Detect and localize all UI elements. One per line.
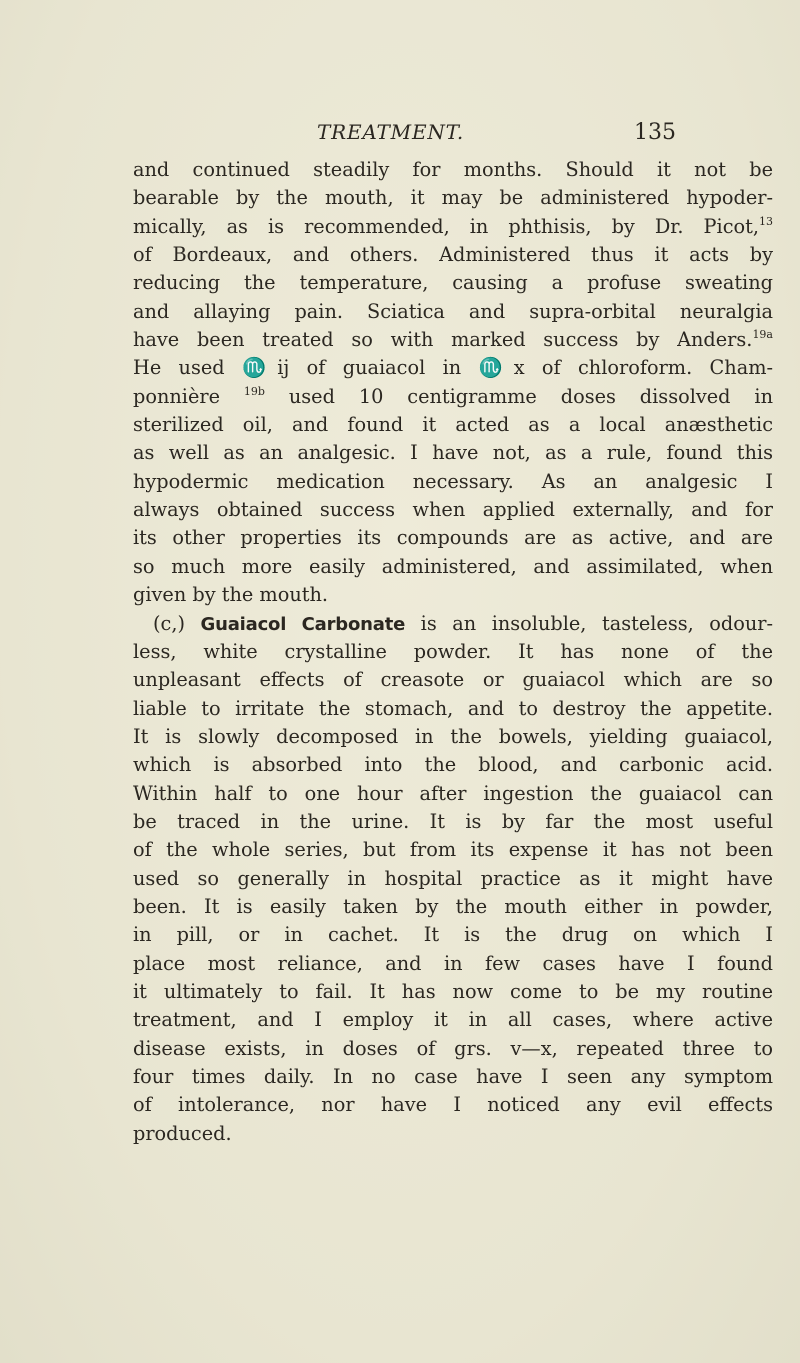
text-segment: He used [133, 356, 242, 380]
text-segment: of intolerance, nor have I noticed any evil effects [133, 1093, 773, 1117]
text-segment: be traced in the urine. It is by far the most useful [133, 809, 773, 833]
section-marker: (c,) [153, 611, 201, 635]
text-segment: bearable by the mouth, it may be administered hypoder- [133, 186, 773, 210]
text-segment: sterilized oil, and found it acted as a local anæsthetic [133, 413, 773, 437]
text-line [133, 666, 773, 694]
text-segment: as well as an analgesic. I have not, as a rule, found this [133, 441, 773, 465]
text-segment: disease exists, in doses of grs. v—x, repeated three to [133, 1036, 773, 1060]
text-line [133, 411, 773, 439]
text-segment: always obtained success when applied externally, and for [133, 498, 773, 522]
text-line [133, 921, 773, 949]
text-segment: and continued steadily for months. Should it not be [133, 158, 773, 181]
footnote-ref: 13 [759, 214, 773, 228]
text-segment: so much more easily administered, and assimilated, when [133, 554, 773, 578]
text-segment: It is slowly decomposed in the bowels, yielding guaiacol, [133, 724, 773, 748]
text-line [133, 638, 773, 666]
minim-symbol: ♏ [241, 356, 278, 380]
text-line [133, 865, 773, 893]
footnote-ref: 19a [752, 328, 773, 342]
minim-symbol: ♏ [478, 356, 514, 380]
text-segment: hypodermic medication necessary. As an analgesic I [133, 469, 773, 493]
text-segment: used so generally in hospital practice as it might have [133, 866, 773, 890]
text-line [133, 269, 773, 297]
text-line [133, 978, 773, 1006]
text-segment: place most reliance, and in few cases have I found [133, 951, 773, 975]
text-segment: Within half to one hour after ingestion the guaiacol can [133, 781, 773, 805]
text-segment: mically, as is recommended, in phthisis, by Dr. Picot, [133, 214, 759, 238]
running-title: TREATMENT. [317, 120, 465, 144]
text-segment: of the whole series, but from its expense it has not been [133, 838, 773, 862]
text-line [133, 241, 773, 269]
text-line [133, 893, 773, 921]
text-segment: produced. [133, 1121, 232, 1145]
text-segment: x of chloroform. Cham- [513, 356, 773, 380]
text-segment: of Bordeaux, and others. Administered thus it acts by [133, 243, 773, 267]
text-line [133, 1063, 773, 1091]
text-line [133, 780, 773, 808]
text-line [133, 610, 773, 638]
text-line [133, 723, 773, 751]
text-segment: have been treated so with marked success by Anders. [133, 328, 753, 352]
text-line [133, 695, 773, 723]
text-line [133, 950, 773, 978]
text-line [133, 383, 773, 411]
text-segment: reducing the temperature, causing a profuse sweating [133, 271, 773, 295]
text-segment: it ultimately to fail. It has now come to be my routine [133, 979, 773, 1003]
text-line [133, 581, 773, 609]
text-line [133, 524, 773, 552]
text-line [133, 1006, 773, 1034]
text-segment: in pill, or in cachet. It is the drug on which I [133, 923, 773, 947]
text-line [133, 468, 773, 496]
text-line [133, 213, 773, 241]
body-text [133, 156, 773, 1148]
text-segment: ij of guaiacol in [277, 356, 479, 380]
text-segment: which is absorbed into the blood, and carbonic acid. [133, 753, 773, 777]
text-segment: and allaying pain. Sciatica and supra-orbital neuralgia [133, 299, 773, 323]
text-line [133, 184, 773, 212]
text-segment: four times daily. In no case have I seen any symptom [133, 1065, 773, 1088]
running-head [0, 120, 800, 152]
text-segment: less, white crystalline powder. It has none of the [133, 639, 773, 663]
text-line [133, 439, 773, 467]
text-line [133, 354, 773, 382]
text-line [133, 1035, 773, 1063]
guaiacol-carbonate-heading: Guaiacol Carbonate [200, 613, 406, 635]
text-line [133, 298, 773, 326]
text-segment: treatment, and I employ it in all cases, where active [133, 1008, 773, 1032]
text-line [133, 1091, 773, 1119]
text-line [133, 156, 773, 184]
text-segment: given by the mouth. [133, 583, 329, 607]
text-segment: is an insoluble, tasteless, odour- [405, 611, 773, 635]
text-segment: its other properties its compounds are as active, and are [133, 526, 773, 550]
text-line [133, 836, 773, 864]
footnote-ref: 19b [243, 384, 265, 398]
text-line [133, 326, 773, 354]
text-line [133, 808, 773, 836]
text-line [133, 553, 773, 581]
text-line [133, 751, 773, 779]
text-segment: used 10 centigramme doses dissolved in [264, 384, 774, 408]
text-segment: unpleasant effects of creasote or guaiacol which are so [133, 668, 773, 692]
text-line [133, 1120, 773, 1148]
page-number: 135 [634, 120, 676, 145]
text-segment: liable to irritate the stomach, and to destroy the appetite. [133, 696, 773, 720]
text-segment: ponnière [133, 384, 244, 408]
text-line [133, 496, 773, 524]
text-segment: been. It is easily taken by the mouth either in powder, [133, 894, 773, 918]
